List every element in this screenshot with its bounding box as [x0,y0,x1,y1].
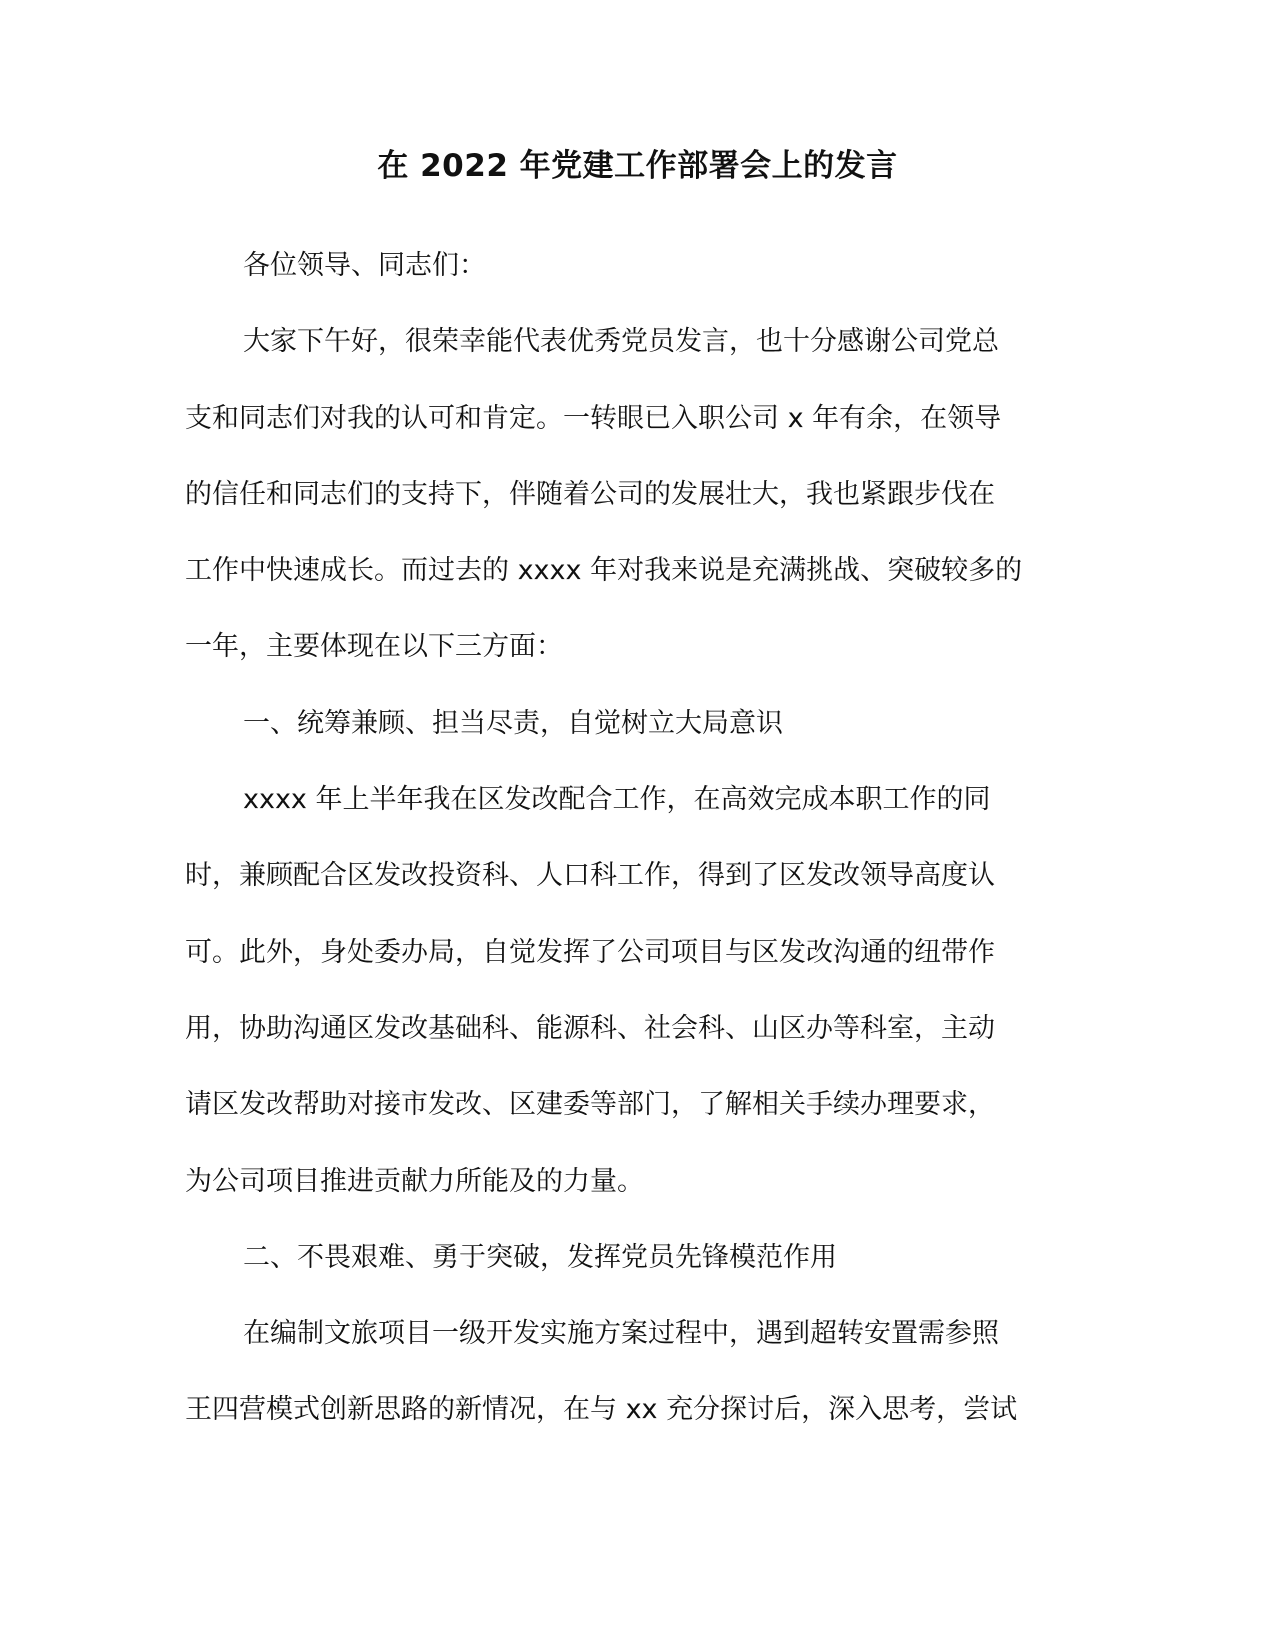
text-line: 为公司项目推进贡献力所能及的力量。 [185,1165,644,1197]
text-line: 二、不畏艰难、勇于突破，发挥党员先锋模范作用 [243,1241,837,1273]
text-line: 一、统筹兼顾、担当尽责，自觉树立大局意识 [243,707,783,739]
text-line: 可。此外，身处委办局，自觉发挥了公司项目与区发改沟通的纽带作 [185,936,995,968]
text-line: 用，协助沟通区发改基础科、能源科、社会科、山区办等科室，主动 [185,1012,995,1044]
text-line: 在编制文旅项目一级开发实施方案过程中，遇到超转安置需参照 [243,1318,999,1350]
text-line: 王四营模式创新思路的新情况，在与 xx 充分探讨后，深入思考，尝试 [185,1394,1018,1426]
text-line: 的信任和同志们的支持下，伴随着公司的发展壮大，我也紧跟步伐在 [185,478,995,510]
text-line: 各位领导、同志们： [243,250,486,281]
text-line: 请区发改帮助对接市发改、区建委等部门，了解相关手续办理要求， [185,1089,995,1121]
document-body [185,228,1085,1449]
text-line: 大家下午好，很荣幸能代表优秀党员发言，也十分感谢公司党总 [243,326,999,358]
text-line: 工作中快速成长。而过去的 xxxx 年对我来说是充满挑战、突破较多的 [185,555,1023,587]
text-line: 一年，主要体现在以下三方面： [185,631,563,663]
text-line: 支和同志们对我的认可和肯定。一转眼已入职公司 x 年有余，在领导 [185,402,1002,434]
document-title: 在 2022 年党建工作部署会上的发言 [377,148,898,184]
text-line: xxxx 年上半年我在区发改配合工作，在高效完成本职工作的同 [243,784,991,816]
text-line: 时，兼顾配合区发改投资科、人口科工作，得到了区发改领导高度认 [185,860,995,892]
